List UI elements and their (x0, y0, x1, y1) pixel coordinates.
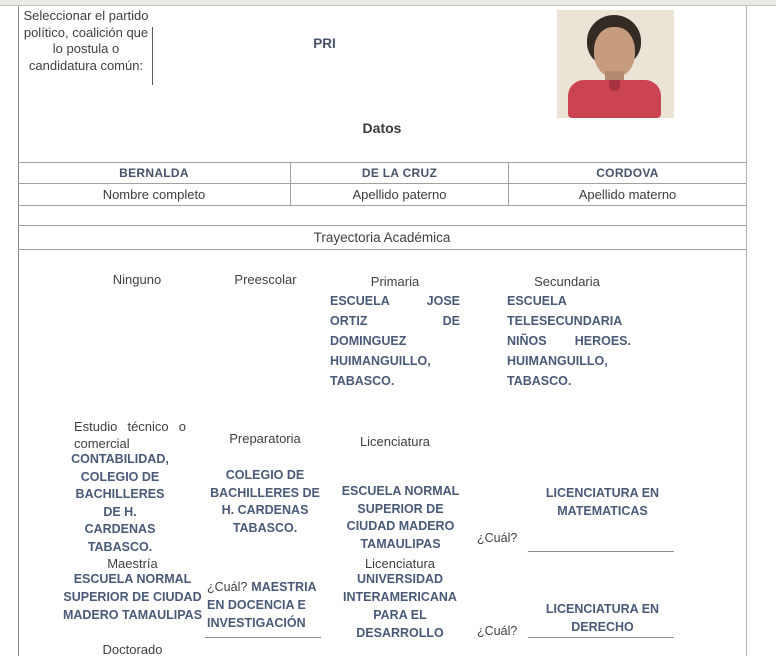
paterno-label-cell (290, 184, 508, 205)
spacer-row (18, 206, 746, 226)
page-left-border (18, 6, 19, 656)
cual2-answer-line (528, 636, 674, 638)
licenciatura1-school-value: ESCUELA NORMAL SUPERIOR DE CIUDAD MADERO TAMAULIPAS (341, 484, 460, 551)
materno-label-cell (508, 184, 746, 205)
option-primaria: Primaria (370, 274, 420, 289)
preparatoria-school-value: COLEGIO DE BACHILLERES DE H. CARDENAS TABASCO. (210, 468, 320, 535)
materno-label: Apellido materno (578, 187, 677, 202)
option-doctorado: Doctorado (102, 642, 163, 657)
materno-value: CORDOVA (596, 166, 659, 180)
party-value: PRI (313, 36, 336, 51)
cual1-label: ¿Cuál? (477, 531, 518, 545)
materno-value-cell (508, 163, 746, 183)
trayectoria-section-header: Trayectoria Académica (18, 226, 746, 250)
paterno-value-cell (290, 163, 508, 183)
maestria-cual-value: MAESTRIA EN DOCENCIA E INVESTIGACIÓN (207, 580, 317, 630)
option-preescolar: Preescolar (234, 272, 297, 287)
cual1-answer-line (528, 550, 674, 552)
primaria-school-value: ESCUELA JOSE ORTIZ DE DOMINGUEZ HUIMANGUILLO, TABASCO. (330, 294, 460, 388)
option-ninguno: Ninguno (112, 272, 162, 287)
secundaria-school-value: ESCUELA TELESECUNDARIA NIÑOS HEROES. HUIMANGUILLO, TABASCO. (507, 294, 631, 388)
datos-heading: Datos (362, 120, 402, 136)
identity-labels-row (18, 184, 746, 206)
option-licenciatura-1: Licenciatura (359, 434, 431, 449)
option-tecnico: Estudio técnico o comercial (74, 419, 186, 451)
photo-face-shape (594, 27, 635, 77)
page-right-border (746, 6, 747, 656)
photo-collar-shape (609, 80, 620, 91)
option-licenciatura-2: Licenciatura (364, 556, 436, 571)
maestria-answer-line (205, 636, 321, 638)
nombre-value: BERNALDA (119, 166, 189, 180)
nombre-label-cell (18, 184, 290, 205)
party-select-label: Seleccionar el partido político, coalición que lo postula o candidatura común: (23, 8, 149, 73)
nombre-label: Nombre completo (102, 187, 206, 202)
option-maestria: Maestría (107, 556, 158, 571)
paterno-value: DE LA CRUZ (361, 166, 438, 180)
option-secundaria: Secundaria (534, 274, 600, 289)
maestria-school-value: ESCUELA NORMAL SUPERIOR DE CIUDAD MADERO TAMAULIPAS (62, 572, 203, 622)
identity-table (18, 162, 746, 250)
nombre-value-cell (18, 163, 290, 183)
tecnico-school-value: CONTABILIDAD, COLEGIO DE BACHILLERES DE H. CARDENAS TABASCO. (71, 452, 169, 554)
cual1-value: LICENCIATURA EN MATEMATICAS (545, 486, 660, 518)
licenciatura2-school-value: UNIVERSIDAD INTERAMERICANA PARA EL DESARROLLO (343, 572, 457, 640)
option-preparatoria: Preparatoria (229, 431, 301, 446)
maestria-cual-label: ¿Cuál? (207, 580, 248, 594)
maestria-cual-block (207, 578, 321, 632)
paterno-label: Apellido paterno (352, 187, 447, 202)
identity-values-row (18, 163, 746, 184)
cual2-label: ¿Cuál? (477, 624, 518, 638)
cual2-value: LICENCIATURA EN DERECHO (545, 602, 660, 634)
scan-top-strip (0, 0, 776, 6)
candidate-photo (557, 10, 674, 118)
